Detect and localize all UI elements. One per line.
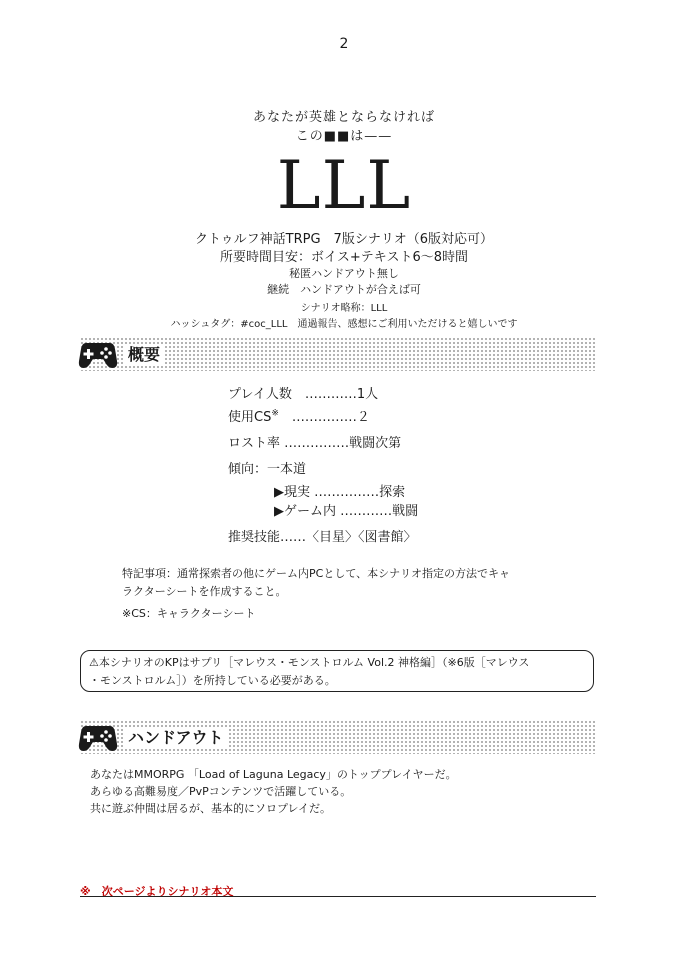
scenario-title: LLL — [276, 147, 412, 224]
players-row: プレイ人数 …………1人 — [228, 387, 379, 402]
secret-handout-line: 秘匿ハンドアウト無し — [289, 267, 399, 280]
cs-row — [228, 406, 370, 425]
reality-row: ▶現実 ……………探索 — [274, 485, 406, 500]
special-notes — [122, 565, 592, 601]
cs-label: 使用CS — [228, 410, 272, 425]
warning-line-2: ・モンストロルム］）を所持している必要がある。 — [89, 674, 336, 687]
handout-section-header — [80, 720, 596, 754]
tendency-row: 傾向：一本道 — [228, 462, 307, 477]
handout-line-2: あらゆる高難易度／PvPコンテンツで活躍している。 — [90, 785, 352, 798]
cs-value: ……………２ — [278, 410, 370, 425]
handout-heading: ハンドアウト — [124, 728, 228, 748]
tagline-line-2: この■■は—— — [295, 129, 393, 144]
abbreviation-line: シナリオ略称：LLL — [300, 303, 388, 314]
warning-line-1: ⚠本シナリオのKPはサプリ［マレウス・モンストロルム Vol.2 神格編］（※6版［マレウス — [89, 656, 530, 669]
lost-rate-row: ロスト率 ……………戦闘次第 — [228, 436, 402, 451]
warning-box — [80, 650, 594, 692]
handout-line-1: あなたはMMORPG 「Load of Laguna Legacy」のトッププレイヤーだ。 — [90, 768, 457, 781]
special-notes-line-1: 特記事項：通常探索者の他にゲーム内PCとして、本シナリオ指定の方法でキャ — [122, 567, 510, 580]
cs-mark: ※ — [271, 408, 279, 419]
continuation-line: 継続 ハンドアウトが合えば可 — [267, 283, 421, 296]
play-time-line: 所要時間目安：ボイス+テキスト6～8時間 — [219, 250, 469, 265]
gamepad-icon — [78, 718, 118, 754]
cs-footnote: ※CS：キャラクターシート — [122, 607, 256, 620]
gamepad-icon — [78, 335, 118, 371]
page-number: 2 — [339, 36, 349, 52]
special-notes-line-2: ラクターシートを作成すること。 — [122, 585, 287, 598]
hashtag-line: ハッシュタグ：#coc_LLL 通過報告、感想にご利用いただけると嬉しいです — [170, 319, 518, 330]
footer-divider — [80, 896, 596, 897]
ingame-row: ▶ゲーム内 …………戦闘 — [274, 504, 419, 519]
handout-body — [90, 766, 457, 817]
overview-heading: 概要 — [124, 345, 164, 365]
overview-section-header — [80, 337, 596, 371]
tagline-line-1: あなたが英雄とならなければ — [252, 110, 435, 125]
next-page-notice: ※ 次ページよりシナリオ本文 — [80, 885, 234, 898]
skills-row: 推奨技能……〈目星〉〈図書館〉 — [228, 530, 417, 545]
system-line: クトゥルフ神話TRPG 7版シナリオ（6版対応可） — [195, 232, 493, 247]
handout-line-3: 共に遊ぶ仲間は居るが、基本的にソロプレイだ。 — [90, 802, 332, 815]
